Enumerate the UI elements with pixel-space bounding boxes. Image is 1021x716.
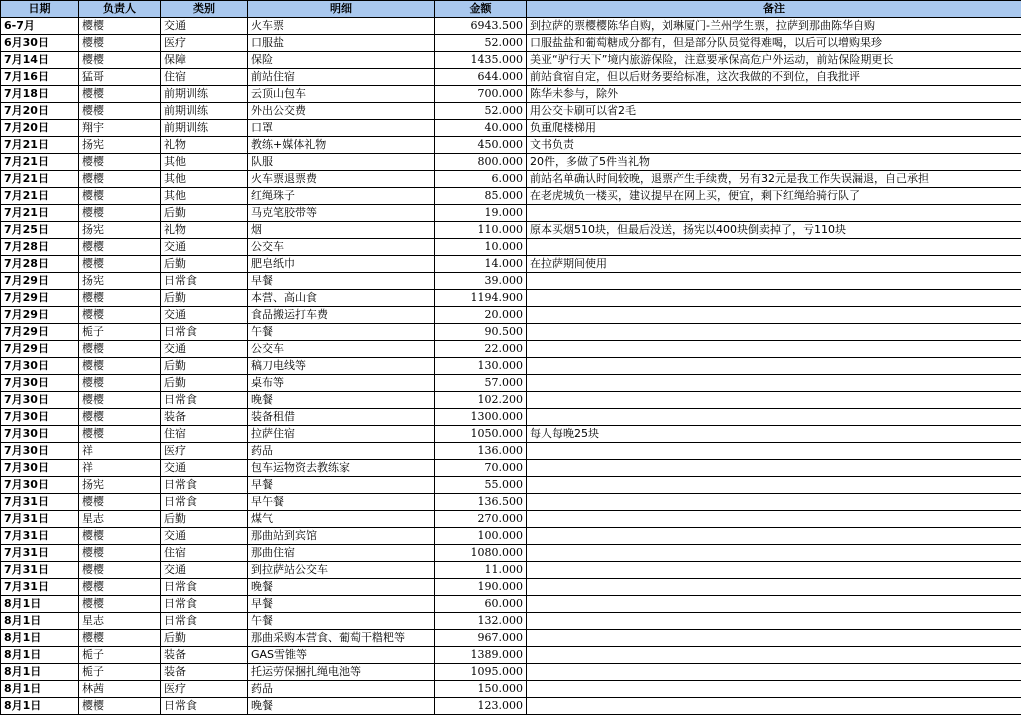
cell-amount[interactable]: 52.000	[435, 103, 527, 120]
cell-category[interactable]: 前期训练	[161, 103, 248, 120]
cell-detail[interactable]: 外出公交费	[248, 103, 435, 120]
cell-category[interactable]: 其他	[161, 171, 248, 188]
cell-owner[interactable]: 祥	[79, 443, 161, 460]
table-row	[1, 154, 1021, 171]
cell-note[interactable]: 每人每晚25块	[527, 426, 1021, 443]
table-row	[1, 358, 1021, 375]
table-row	[1, 426, 1021, 443]
cell-note[interactable]	[527, 579, 1021, 596]
cell-note[interactable]	[527, 681, 1021, 698]
cell-owner[interactable]: 栀子	[79, 664, 161, 681]
cell-date[interactable]: 6月30日	[1, 35, 79, 52]
cell-amount[interactable]: 644.000	[435, 69, 527, 86]
cell-category[interactable]: 住宿	[161, 426, 248, 443]
cell-amount[interactable]: 1194.900	[435, 290, 527, 307]
cell-owner[interactable]: 扬宪	[79, 273, 161, 290]
table-row	[1, 545, 1021, 562]
cell-amount[interactable]: 19.000	[435, 205, 527, 222]
cell-date[interactable]: 7月21日	[1, 154, 79, 171]
cell-amount[interactable]: 1389.000	[435, 647, 527, 664]
cell-note[interactable]	[527, 613, 1021, 630]
cell-category[interactable]: 日常食	[161, 494, 248, 511]
cell-amount[interactable]: 55.000	[435, 477, 527, 494]
cell-note[interactable]: 20件，多做了5件当礼物	[527, 154, 1021, 171]
cell-note[interactable]: 在拉萨期间使用	[527, 256, 1021, 273]
cell-owner[interactable]: 樱樱	[79, 103, 161, 120]
cell-note[interactable]	[527, 477, 1021, 494]
cell-detail[interactable]: 公交车	[248, 341, 435, 358]
cell-amount[interactable]: 20.000	[435, 307, 527, 324]
table-row	[1, 681, 1021, 698]
cell-detail[interactable]: 公交车	[248, 239, 435, 256]
cell-note[interactable]	[527, 307, 1021, 324]
cell-date[interactable]: 8月1日	[1, 698, 79, 715]
cell-amount[interactable]: 123.000	[435, 698, 527, 715]
cell-note[interactable]	[527, 358, 1021, 375]
cell-amount[interactable]: 22.000	[435, 341, 527, 358]
cell-date[interactable]: 7月21日	[1, 137, 79, 154]
table-row	[1, 222, 1021, 239]
cell-owner[interactable]: 祥	[79, 460, 161, 477]
cell-date[interactable]: 7月30日	[1, 443, 79, 460]
header-amount[interactable]: 金额	[435, 1, 527, 18]
cell-detail[interactable]: 马克笔胶带等	[248, 205, 435, 222]
cell-note[interactable]	[527, 528, 1021, 545]
cell-amount[interactable]: 136.000	[435, 443, 527, 460]
cell-owner[interactable]: 樱樱	[79, 256, 161, 273]
cell-date[interactable]: 7月21日	[1, 188, 79, 205]
table-row	[1, 239, 1021, 256]
cell-owner[interactable]: 星志	[79, 613, 161, 630]
cell-category[interactable]: 医疗	[161, 443, 248, 460]
table-row	[1, 307, 1021, 324]
cell-note[interactable]: 前站名单确认时间较晚，退票产生手续费，另有32元是我工作失误漏退，自己承担	[527, 171, 1021, 188]
cell-detail[interactable]: 云顶山包车	[248, 86, 435, 103]
cell-category[interactable]: 礼物	[161, 137, 248, 154]
cell-detail[interactable]: 火车票退票费	[248, 171, 435, 188]
cell-category[interactable]: 交通	[161, 18, 248, 35]
cell-category[interactable]: 后勤	[161, 256, 248, 273]
cell-amount[interactable]: 1050.000	[435, 426, 527, 443]
cell-category[interactable]: 后勤	[161, 205, 248, 222]
cell-owner[interactable]: 樱樱	[79, 154, 161, 171]
cell-note[interactable]: 陈华未参与，除外	[527, 86, 1021, 103]
cell-note[interactable]	[527, 460, 1021, 477]
cell-category[interactable]: 保障	[161, 52, 248, 69]
cell-date[interactable]: 7月31日	[1, 579, 79, 596]
cell-note[interactable]	[527, 341, 1021, 358]
cell-owner[interactable]: 樱樱	[79, 52, 161, 69]
cell-owner[interactable]: 樱樱	[79, 188, 161, 205]
cell-detail[interactable]: 早餐	[248, 477, 435, 494]
cell-detail[interactable]: 午餐	[248, 324, 435, 341]
cell-owner[interactable]: 樱樱	[79, 409, 161, 426]
cell-detail[interactable]: 包车运物资去教练家	[248, 460, 435, 477]
cell-date[interactable]: 7月31日	[1, 494, 79, 511]
cell-amount[interactable]: 70.000	[435, 460, 527, 477]
cell-date[interactable]: 7月30日	[1, 358, 79, 375]
table-row	[1, 494, 1021, 511]
cell-detail[interactable]: 口服盐	[248, 35, 435, 52]
cell-owner[interactable]: 樱樱	[79, 494, 161, 511]
cell-date[interactable]: 7月31日	[1, 545, 79, 562]
cell-amount[interactable]: 90.500	[435, 324, 527, 341]
cell-owner[interactable]: 扬宪	[79, 222, 161, 239]
table-row	[1, 392, 1021, 409]
cell-amount[interactable]: 6943.500	[435, 18, 527, 35]
cell-note[interactable]	[527, 392, 1021, 409]
cell-category[interactable]: 礼物	[161, 222, 248, 239]
cell-amount[interactable]: 60.000	[435, 596, 527, 613]
cell-detail[interactable]: 药品	[248, 681, 435, 698]
table-row	[1, 35, 1021, 52]
cell-note[interactable]	[527, 562, 1021, 579]
cell-amount[interactable]: 190.000	[435, 579, 527, 596]
table-row	[1, 120, 1021, 137]
table-row	[1, 460, 1021, 477]
cell-note[interactable]: 用公交卡刷可以省2毛	[527, 103, 1021, 120]
cell-note[interactable]: 前站食宿自定，但以后财务要给标准，这次我做的不到位，自我批评	[527, 69, 1021, 86]
cell-detail[interactable]: GAS雪锥等	[248, 647, 435, 664]
table-row	[1, 103, 1021, 120]
cell-owner[interactable]: 樱樱	[79, 562, 161, 579]
cell-owner[interactable]: 栀子	[79, 647, 161, 664]
cell-amount[interactable]: 11.000	[435, 562, 527, 579]
cell-detail[interactable]: 装备租借	[248, 409, 435, 426]
cell-note[interactable]	[527, 545, 1021, 562]
cell-amount[interactable]: 85.000	[435, 188, 527, 205]
cell-amount[interactable]: 1300.000	[435, 409, 527, 426]
cell-note[interactable]	[527, 239, 1021, 256]
cell-note[interactable]	[527, 630, 1021, 647]
cell-detail[interactable]: 晚餐	[248, 579, 435, 596]
cell-owner[interactable]: 栀子	[79, 324, 161, 341]
cell-amount[interactable]: 57.000	[435, 375, 527, 392]
cell-amount[interactable]: 967.000	[435, 630, 527, 647]
cell-owner[interactable]: 樱樱	[79, 579, 161, 596]
table-row	[1, 579, 1021, 596]
cell-category[interactable]: 日常食	[161, 477, 248, 494]
cell-detail[interactable]: 晚餐	[248, 392, 435, 409]
cell-category[interactable]: 前期训练	[161, 86, 248, 103]
cell-owner[interactable]: 扬宪	[79, 477, 161, 494]
cell-category[interactable]: 后勤	[161, 358, 248, 375]
cell-note[interactable]	[527, 494, 1021, 511]
cell-amount[interactable]: 52.000	[435, 35, 527, 52]
cell-note[interactable]: 文书负责	[527, 137, 1021, 154]
cell-amount[interactable]: 10.000	[435, 239, 527, 256]
cell-date[interactable]: 7月30日	[1, 375, 79, 392]
cell-date[interactable]: 7月29日	[1, 341, 79, 358]
cell-category[interactable]: 后勤	[161, 511, 248, 528]
cell-date[interactable]: 7月29日	[1, 290, 79, 307]
cell-note[interactable]	[527, 375, 1021, 392]
cell-detail[interactable]: 火车票	[248, 18, 435, 35]
table-row	[1, 562, 1021, 579]
cell-date[interactable]: 7月16日	[1, 69, 79, 86]
cell-category[interactable]: 后勤	[161, 375, 248, 392]
table-row	[1, 69, 1021, 86]
cell-category[interactable]: 日常食	[161, 392, 248, 409]
cell-detail[interactable]: 午餐	[248, 613, 435, 630]
table-row	[1, 290, 1021, 307]
cell-category[interactable]: 其他	[161, 188, 248, 205]
table-row	[1, 596, 1021, 613]
cell-note[interactable]	[527, 511, 1021, 528]
cell-category[interactable]: 日常食	[161, 596, 248, 613]
table-row	[1, 409, 1021, 426]
cell-date[interactable]: 7月28日	[1, 239, 79, 256]
table-row	[1, 171, 1021, 188]
header-date[interactable]: 日期	[1, 1, 79, 18]
cell-owner[interactable]: 樱樱	[79, 341, 161, 358]
cell-amount[interactable]: 39.000	[435, 273, 527, 290]
cell-category[interactable]: 交通	[161, 341, 248, 358]
table-row	[1, 528, 1021, 545]
cell-category[interactable]: 交通	[161, 239, 248, 256]
cell-detail[interactable]: 那曲站到宾馆	[248, 528, 435, 545]
table-row	[1, 52, 1021, 69]
cell-owner[interactable]: 樱樱	[79, 545, 161, 562]
cell-category[interactable]: 其他	[161, 154, 248, 171]
cell-detail[interactable]: 晚餐	[248, 698, 435, 715]
header-category[interactable]: 类别	[161, 1, 248, 18]
cell-detail[interactable]: 前站住宿	[248, 69, 435, 86]
cell-date[interactable]: 7月30日	[1, 392, 79, 409]
table-row	[1, 511, 1021, 528]
cell-owner[interactable]: 樱樱	[79, 630, 161, 647]
cell-owner[interactable]: 樱樱	[79, 171, 161, 188]
cell-date[interactable]: 7月30日	[1, 477, 79, 494]
cell-owner[interactable]: 扬宪	[79, 137, 161, 154]
cell-date[interactable]: 7月29日	[1, 273, 79, 290]
cell-amount[interactable]: 14.000	[435, 256, 527, 273]
cell-date[interactable]: 7月30日	[1, 460, 79, 477]
cell-owner[interactable]: 樱樱	[79, 307, 161, 324]
cell-owner[interactable]: 樱樱	[79, 358, 161, 375]
cell-detail[interactable]: 口罩	[248, 120, 435, 137]
cell-date[interactable]: 7月29日	[1, 307, 79, 324]
cell-detail[interactable]: 早餐	[248, 273, 435, 290]
cell-category[interactable]: 装备	[161, 409, 248, 426]
cell-detail[interactable]: 肥皂纸巾	[248, 256, 435, 273]
cell-owner[interactable]: 翔宇	[79, 120, 161, 137]
cell-amount[interactable]: 6.000	[435, 171, 527, 188]
cell-note[interactable]	[527, 443, 1021, 460]
cell-date[interactable]: 7月31日	[1, 528, 79, 545]
cell-amount[interactable]: 102.200	[435, 392, 527, 409]
cell-detail[interactable]: 队服	[248, 154, 435, 171]
cell-detail[interactable]: 早餐	[248, 596, 435, 613]
header-note[interactable]: 备注	[527, 1, 1021, 18]
table-row	[1, 613, 1021, 630]
cell-amount[interactable]: 270.000	[435, 511, 527, 528]
table-row	[1, 375, 1021, 392]
cell-date[interactable]: 7月18日	[1, 86, 79, 103]
cell-category[interactable]: 装备	[161, 664, 248, 681]
cell-category[interactable]: 住宿	[161, 545, 248, 562]
cell-detail[interactable]: 红绳珠子	[248, 188, 435, 205]
cell-note[interactable]: 美亚“驴行天下”境内旅游保险，注意要承保高危户外运动，前站保险期更长	[527, 52, 1021, 69]
cell-note[interactable]	[527, 205, 1021, 222]
cell-detail[interactable]: 早午餐	[248, 494, 435, 511]
cell-amount[interactable]: 700.000	[435, 86, 527, 103]
header-owner[interactable]: 负责人	[79, 1, 161, 18]
cell-amount[interactable]: 130.000	[435, 358, 527, 375]
cell-note[interactable]	[527, 324, 1021, 341]
cell-detail[interactable]: 保险	[248, 52, 435, 69]
cell-category[interactable]: 交通	[161, 562, 248, 579]
cell-note[interactable]	[527, 698, 1021, 715]
cell-detail[interactable]: 稿刀电线等	[248, 358, 435, 375]
table-row	[1, 188, 1021, 205]
cell-owner[interactable]: 樱樱	[79, 596, 161, 613]
cell-owner[interactable]: 猛哥	[79, 69, 161, 86]
table-row	[1, 477, 1021, 494]
cell-note[interactable]	[527, 273, 1021, 290]
cell-category[interactable]: 医疗	[161, 681, 248, 698]
cell-category[interactable]: 日常食	[161, 613, 248, 630]
cell-owner[interactable]: 星志	[79, 511, 161, 528]
cell-date[interactable]: 7月20日	[1, 120, 79, 137]
cell-detail[interactable]: 食品搬运打车费	[248, 307, 435, 324]
cell-note[interactable]	[527, 290, 1021, 307]
cell-detail[interactable]: 那曲住宿	[248, 545, 435, 562]
cell-note[interactable]	[527, 596, 1021, 613]
cell-category[interactable]: 日常食	[161, 324, 248, 341]
cell-note[interactable]	[527, 664, 1021, 681]
cell-category[interactable]: 前期训练	[161, 120, 248, 137]
cell-category[interactable]: 装备	[161, 647, 248, 664]
cell-amount[interactable]: 1435.000	[435, 52, 527, 69]
cell-amount[interactable]: 40.000	[435, 120, 527, 137]
cell-owner[interactable]: 樱樱	[79, 35, 161, 52]
cell-owner[interactable]: 樱樱	[79, 290, 161, 307]
cell-note[interactable]: 在老虎城负一楼买，建议提早在网上买，便宜，剩下红绳给骑行队了	[527, 188, 1021, 205]
cell-detail[interactable]: 教练+媒体礼物	[248, 137, 435, 154]
cell-note[interactable]: 原本买烟510块，但最后没送，扬宪以400块倒卖掉了，亏110块	[527, 222, 1021, 239]
table-body	[1, 18, 1021, 715]
cell-date[interactable]: 7月14日	[1, 52, 79, 69]
cell-owner[interactable]: 林茜	[79, 681, 161, 698]
table-row	[1, 647, 1021, 664]
cell-detail[interactable]: 本营、高山食	[248, 290, 435, 307]
cell-note[interactable]: 口服盐盐和葡萄糖成分都有，但是部分队员觉得难喝，以后可以增购果珍	[527, 35, 1021, 52]
cell-detail[interactable]: 那曲采购本营食、葡萄干糌粑等	[248, 630, 435, 647]
cell-owner[interactable]: 樱樱	[79, 239, 161, 256]
cell-amount[interactable]: 136.500	[435, 494, 527, 511]
cell-detail[interactable]: 拉萨住宿	[248, 426, 435, 443]
cell-detail[interactable]: 药品	[248, 443, 435, 460]
cell-detail[interactable]: 桌布等	[248, 375, 435, 392]
cell-amount[interactable]: 132.000	[435, 613, 527, 630]
cell-detail[interactable]: 托运劳保捆扎绳电池等	[248, 664, 435, 681]
cell-owner[interactable]: 樱樱	[79, 86, 161, 103]
table-row	[1, 341, 1021, 358]
cell-date[interactable]: 8月1日	[1, 613, 79, 630]
table-row	[1, 18, 1021, 35]
cell-amount[interactable]: 100.000	[435, 528, 527, 545]
cell-amount[interactable]: 1080.000	[435, 545, 527, 562]
cell-note[interactable]	[527, 409, 1021, 426]
cell-detail[interactable]: 到拉萨站公交车	[248, 562, 435, 579]
cell-date[interactable]: 7月28日	[1, 256, 79, 273]
cell-owner[interactable]: 樱樱	[79, 528, 161, 545]
cell-category[interactable]: 交通	[161, 460, 248, 477]
cell-owner[interactable]: 樱樱	[79, 392, 161, 409]
cell-date[interactable]: 7月25日	[1, 222, 79, 239]
cell-owner[interactable]: 樱樱	[79, 698, 161, 715]
table-row	[1, 630, 1021, 647]
cell-amount[interactable]: 110.000	[435, 222, 527, 239]
cell-date[interactable]: 7月30日	[1, 426, 79, 443]
cell-category[interactable]: 日常食	[161, 579, 248, 596]
table-row	[1, 324, 1021, 341]
header-row	[1, 1, 1021, 18]
cell-amount[interactable]: 450.000	[435, 137, 527, 154]
cell-category[interactable]: 后勤	[161, 630, 248, 647]
table-row	[1, 443, 1021, 460]
table-row	[1, 256, 1021, 273]
table-row	[1, 273, 1021, 290]
cell-category[interactable]: 医疗	[161, 35, 248, 52]
cell-date[interactable]: 6-7月	[1, 18, 79, 35]
cell-date[interactable]: 8月1日	[1, 630, 79, 647]
cell-detail[interactable]: 煤气	[248, 511, 435, 528]
cell-date[interactable]: 8月1日	[1, 596, 79, 613]
cell-category[interactable]: 交通	[161, 528, 248, 545]
cell-date[interactable]: 7月29日	[1, 324, 79, 341]
cell-amount[interactable]: 150.000	[435, 681, 527, 698]
cell-date[interactable]: 7月31日	[1, 511, 79, 528]
cell-amount[interactable]: 1095.000	[435, 664, 527, 681]
cell-amount[interactable]: 800.000	[435, 154, 527, 171]
cell-category[interactable]: 交通	[161, 307, 248, 324]
cell-note[interactable]: 到拉萨的票樱樱陈华自购，刘琳厦门-兰州学生票，拉萨到那曲陈华自购	[527, 18, 1021, 35]
cell-date[interactable]: 8月1日	[1, 681, 79, 698]
cell-date[interactable]: 7月21日	[1, 205, 79, 222]
cell-note[interactable]: 负重爬楼梯用	[527, 120, 1021, 137]
cell-date[interactable]: 8月1日	[1, 647, 79, 664]
cell-category[interactable]: 后勤	[161, 290, 248, 307]
cell-category[interactable]: 住宿	[161, 69, 248, 86]
cell-date[interactable]: 7月31日	[1, 562, 79, 579]
cell-category[interactable]: 日常食	[161, 273, 248, 290]
cell-owner[interactable]: 樱樱	[79, 426, 161, 443]
table-row	[1, 137, 1021, 154]
cell-date[interactable]: 7月20日	[1, 103, 79, 120]
cell-owner[interactable]: 樱樱	[79, 18, 161, 35]
cell-date[interactable]: 8月1日	[1, 664, 79, 681]
cell-note[interactable]	[527, 647, 1021, 664]
table-row	[1, 205, 1021, 222]
header-detail[interactable]: 明细	[248, 1, 435, 18]
cell-date[interactable]: 7月30日	[1, 409, 79, 426]
cell-category[interactable]: 日常食	[161, 698, 248, 715]
table-row	[1, 664, 1021, 681]
cell-owner[interactable]: 樱樱	[79, 375, 161, 392]
table-row	[1, 86, 1021, 103]
cell-detail[interactable]: 烟	[248, 222, 435, 239]
cell-owner[interactable]: 樱樱	[79, 205, 161, 222]
table-row	[1, 698, 1021, 715]
cell-date[interactable]: 7月21日	[1, 171, 79, 188]
